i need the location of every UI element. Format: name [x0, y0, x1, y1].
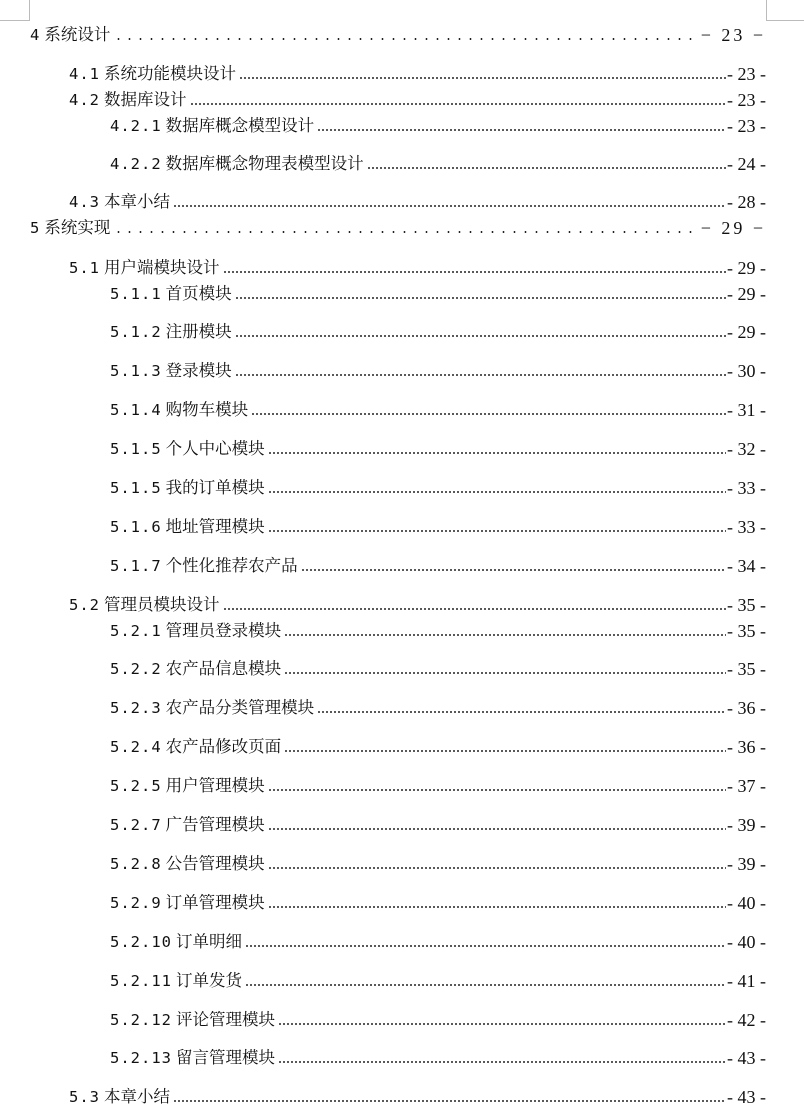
toc-entry-page: - 33 -	[727, 478, 766, 498]
toc-entry-page: - 43 -	[727, 1087, 766, 1107]
toc-entry-title: 注册模块	[165, 322, 232, 341]
toc-entry-page: - 29 -	[727, 258, 766, 278]
toc-entry-page: - 32 -	[727, 439, 766, 459]
dot-leader	[268, 788, 726, 792]
dot-leader	[268, 490, 726, 494]
dot-leader	[317, 128, 726, 132]
toc-entry-title: 订单管理模块	[165, 893, 265, 912]
toc-entry[interactable]	[69, 591, 766, 615]
toc-entry-page: - 43 -	[727, 1048, 766, 1068]
toc-entry-number: 5.1	[69, 259, 100, 277]
toc-entry-page: - 35 -	[727, 621, 766, 641]
toc-entry-number: 5.1.1	[110, 285, 162, 303]
dot-leader	[268, 529, 726, 533]
toc-entry-number: 4.2.1	[110, 117, 162, 135]
toc-entry-title: 订单明细	[176, 932, 242, 951]
toc-entry-title: 个人中心模块	[165, 439, 265, 458]
toc-entry-number: 5.2.8	[110, 855, 162, 873]
toc-entry-title: 首页模块	[165, 284, 232, 303]
dot-leader	[113, 37, 699, 41]
dot-leader	[239, 76, 726, 80]
toc-entry-number: 5.1.6	[110, 518, 162, 536]
toc-entry-number: 4.2	[69, 91, 100, 109]
toc-entry-title: 用户端模块设计	[104, 258, 220, 277]
toc-entry-number: 4	[30, 26, 41, 44]
toc-entry-page: - 30 -	[727, 361, 766, 381]
toc-entry-title: 数据库概念模型设计	[165, 116, 315, 135]
toc-entry-title: 地址管理模块	[165, 517, 265, 536]
toc-entry[interactable]	[110, 474, 766, 498]
dot-leader	[173, 204, 726, 208]
toc-entry[interactable]	[110, 318, 766, 342]
toc-entry-title: 数据库概念物理表模型设计	[165, 154, 364, 173]
dot-leader	[173, 1099, 726, 1103]
toc-entry-title: 管理员登录模块	[165, 621, 282, 640]
toc-entry-page: - 39 -	[727, 854, 766, 874]
toc-entry-title: 用户管理模块	[165, 776, 265, 795]
dot-leader	[223, 270, 727, 274]
toc-entry-number: 4.3	[69, 193, 100, 211]
toc-entry-page: - 23 -	[727, 116, 766, 136]
toc-entry-number: 5.1.3	[110, 362, 162, 380]
dot-leader	[284, 749, 726, 753]
toc-entry-title: 农产品分类管理模块	[165, 698, 315, 717]
toc-entry-page: - 29 -	[727, 284, 766, 304]
dot-leader	[268, 827, 726, 831]
toc-entry-title: 留言管理模块	[176, 1048, 275, 1067]
toc-entry-title: 本章小结	[104, 1087, 170, 1106]
toc-entry-number: 5.2.3	[110, 699, 162, 717]
toc-entry-number: 5.2.1	[110, 622, 162, 640]
dot-leader	[235, 334, 726, 338]
dot-leader	[317, 710, 726, 714]
toc-entry-number: 5.2.2	[110, 660, 162, 678]
dot-leader	[284, 671, 726, 675]
page-corner-mark-left	[0, 0, 30, 21]
toc-entry-title: 管理员模块设计	[104, 595, 220, 614]
toc-entry-title: 系统功能模块设计	[104, 64, 236, 83]
toc-entry-title: 广告管理模块	[165, 815, 265, 834]
toc-entry-number: 4.2.2	[110, 155, 162, 173]
toc-entry-number: 5.1.5	[110, 440, 162, 458]
toc-entry-number: 5.2.11	[110, 972, 172, 990]
dot-leader	[245, 983, 726, 987]
dot-leader	[268, 905, 726, 909]
toc-entry-page: − 29 −	[700, 218, 766, 238]
dot-leader	[190, 102, 727, 106]
toc-entry-number: 5.1.5	[110, 479, 162, 497]
toc-entry-page: - 23 -	[727, 90, 766, 110]
dot-leader	[367, 166, 726, 170]
toc-entry-title: 公告管理模块	[165, 854, 265, 873]
toc-entry-title: 订单发货	[176, 971, 242, 990]
toc-entry[interactable]	[30, 21, 766, 45]
toc-entry-number: 5	[30, 219, 41, 237]
toc-entry-number: 5.2.5	[110, 777, 162, 795]
toc-entry-page: - 41 -	[727, 971, 766, 991]
toc-entry-title: 评论管理模块	[176, 1010, 275, 1029]
toc-entry-page: - 34 -	[727, 556, 766, 576]
toc-entry-page: - 29 -	[727, 322, 766, 342]
toc-entry[interactable]	[110, 513, 766, 537]
dot-leader	[278, 1022, 726, 1026]
toc-entry-page: - 36 -	[727, 737, 766, 757]
dot-leader	[278, 1060, 726, 1064]
toc-entry-number: 5.2.13	[110, 1049, 172, 1067]
toc-entry-page: - 23 -	[727, 64, 766, 84]
toc-entry-number: 5.2	[69, 596, 100, 614]
toc-entry-page: - 33 -	[727, 517, 766, 537]
dot-leader	[113, 230, 699, 234]
toc-entry-number: 5.2.10	[110, 933, 172, 951]
toc-entry[interactable]	[69, 1083, 766, 1107]
toc-entry-number: 5.3	[69, 1088, 100, 1106]
toc-entry[interactable]	[110, 733, 766, 757]
toc-entry[interactable]	[69, 86, 766, 110]
dot-leader	[268, 866, 726, 870]
dot-leader	[235, 296, 726, 300]
toc-entry-number: 5.1.2	[110, 323, 162, 341]
toc-entry-page: - 40 -	[727, 893, 766, 913]
toc-entry-page: - 35 -	[727, 595, 766, 615]
toc-entry[interactable]	[110, 112, 766, 136]
toc-entry-page: - 24 -	[727, 154, 766, 174]
toc-entry[interactable]	[110, 1044, 766, 1068]
toc-entry-title: 农产品修改页面	[165, 737, 282, 756]
toc-entry[interactable]	[69, 254, 766, 278]
toc-entry[interactable]	[110, 811, 766, 835]
toc-entry[interactable]	[110, 357, 766, 381]
dot-leader	[284, 633, 726, 637]
toc-entry[interactable]	[30, 214, 766, 238]
toc-entry-page: - 39 -	[727, 815, 766, 835]
toc-entry[interactable]	[110, 850, 766, 874]
toc-entry-title: 购物车模块	[165, 400, 249, 419]
toc-entry[interactable]	[110, 889, 766, 913]
toc-entry[interactable]	[110, 617, 766, 641]
toc-entry-page: - 31 -	[727, 400, 766, 420]
toc-entry-page: − 23 −	[700, 25, 766, 45]
toc-entry[interactable]	[69, 60, 766, 84]
toc-entry-title: 系统实现	[44, 218, 111, 237]
toc-entry[interactable]	[110, 772, 766, 796]
toc-entry-title: 个性化推荐农产品	[165, 556, 298, 575]
toc-entry[interactable]	[110, 280, 766, 304]
toc-entry[interactable]	[110, 967, 766, 991]
dot-leader	[235, 373, 726, 377]
toc-entry-number: 5.2.7	[110, 816, 162, 834]
toc-entry[interactable]	[110, 396, 766, 420]
toc-entry-page: - 37 -	[727, 776, 766, 796]
toc-entry-title: 本章小结	[104, 192, 170, 211]
dot-leader	[268, 451, 726, 455]
toc-entry-number: 5.1.7	[110, 557, 162, 575]
toc-entry[interactable]	[110, 1006, 766, 1030]
toc-entry-page: - 35 -	[727, 659, 766, 679]
toc-entry-title: 数据库设计	[104, 90, 187, 109]
toc-entry-number: 4.1	[69, 65, 100, 83]
dot-leader	[223, 607, 727, 611]
toc-entry-page: - 36 -	[727, 698, 766, 718]
toc-entry-page: - 40 -	[727, 932, 766, 952]
toc-entry-title: 我的订单模块	[165, 478, 265, 497]
toc-entry[interactable]	[69, 188, 766, 212]
toc-entry-number: 5.1.4	[110, 401, 162, 419]
toc-entry-page: - 28 -	[727, 192, 766, 212]
toc-entry-number: 5.2.4	[110, 738, 162, 756]
toc-entry-title: 登录模块	[165, 361, 232, 380]
toc-entry-page: - 42 -	[727, 1010, 766, 1030]
toc-entry-title: 系统设计	[44, 25, 111, 44]
page-corner-mark-right	[766, 0, 804, 21]
toc-entry[interactable]	[110, 928, 766, 952]
toc-entry-number: 5.2.12	[110, 1011, 172, 1029]
dot-leader	[245, 944, 726, 948]
toc-entry[interactable]	[110, 150, 766, 174]
toc-entry[interactable]	[110, 694, 766, 718]
toc-entry-title: 农产品信息模块	[165, 659, 282, 678]
toc-entry[interactable]	[110, 655, 766, 679]
dot-leader	[301, 568, 726, 572]
toc-entry[interactable]	[110, 552, 766, 576]
toc-entry-number: 5.2.9	[110, 894, 162, 912]
dot-leader	[251, 412, 726, 416]
toc-entry[interactable]	[110, 435, 766, 459]
